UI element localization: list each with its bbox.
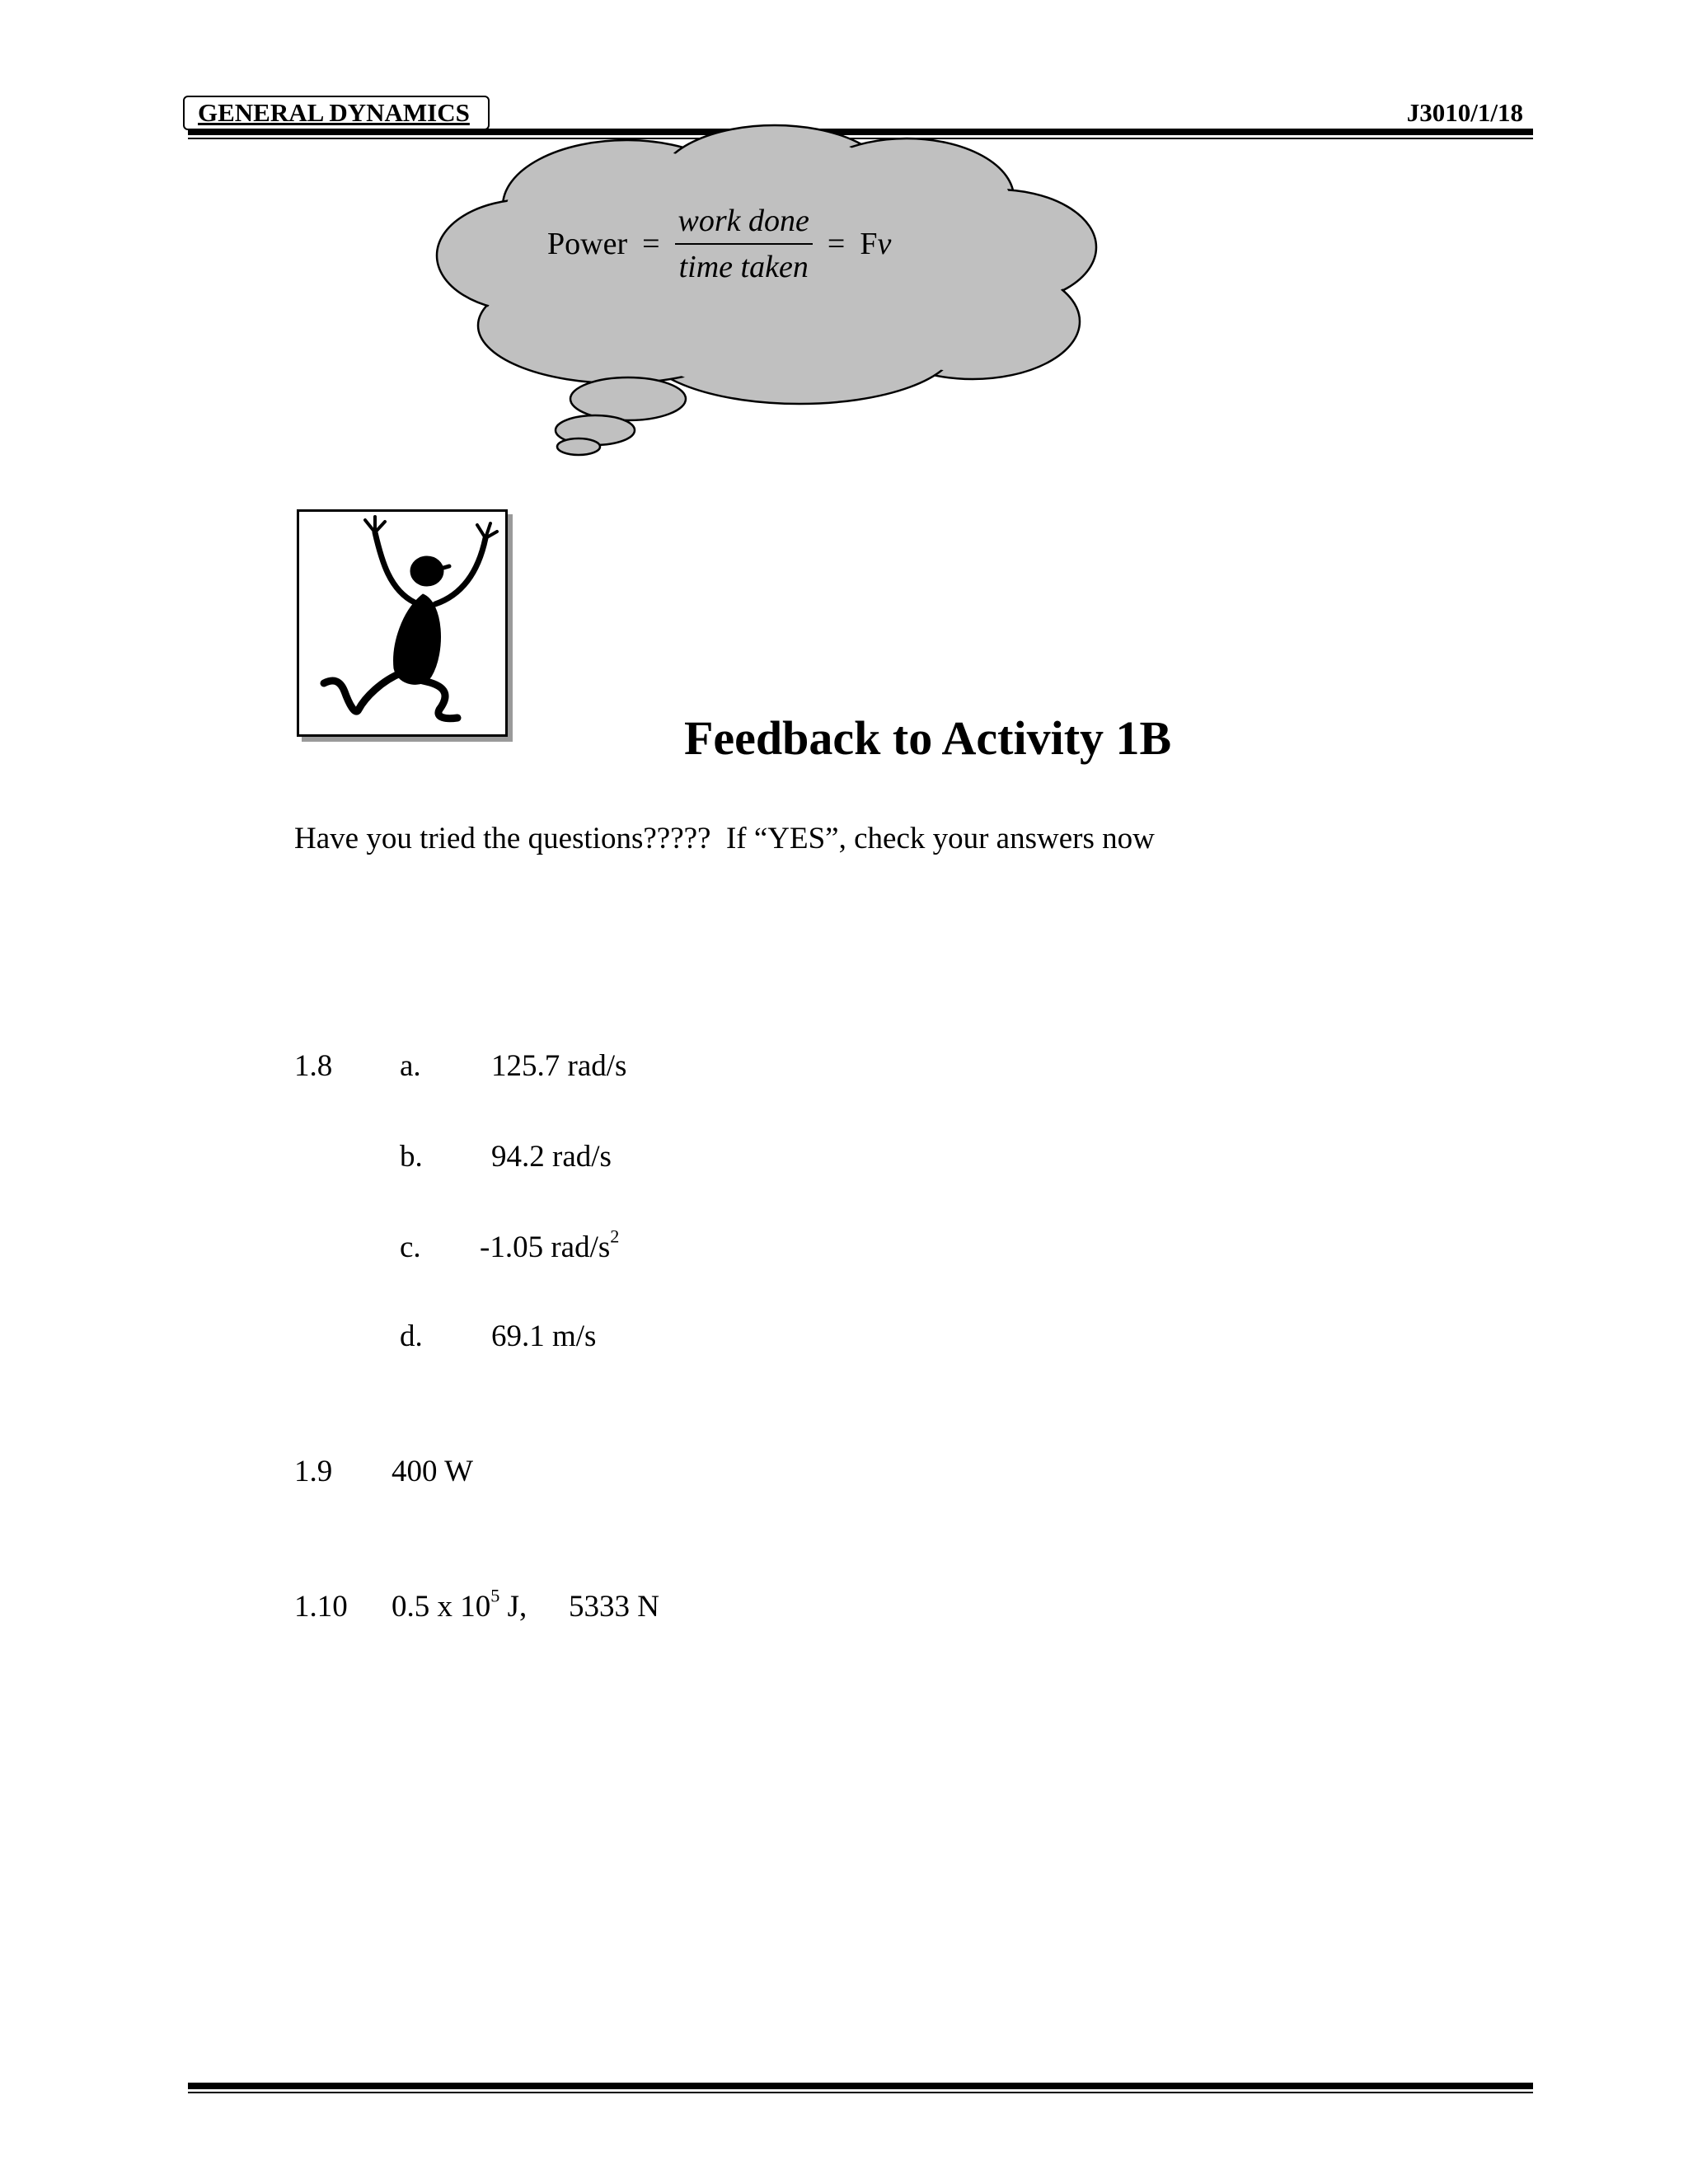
answer-1-10-force: 5333 N [569, 1590, 659, 1624]
answer-1-8-d-label: d. [400, 1319, 423, 1353]
dancing-figure-icon [299, 512, 505, 734]
answer-1-8-b-value: 94.2 rad/s [491, 1140, 612, 1174]
answer-1-9-value: 400 W [392, 1455, 474, 1488]
footer-rule-thin [188, 2092, 1533, 2093]
answer-1-10-energy-exponent: 5 [490, 1585, 500, 1606]
answer-1-8-d-value: 69.1 m/s [491, 1319, 597, 1353]
power-formula [547, 202, 891, 286]
answer-1-8-a-label: a. [400, 1049, 421, 1083]
formula-lhs: Power [547, 227, 628, 261]
answer-1-9-number: 1.9 [294, 1455, 333, 1488]
formula-equals-1: = [642, 227, 660, 261]
header-page-code: J3010/1/18 [1406, 98, 1523, 127]
answer-1-8-c-exponent: 2 [610, 1226, 620, 1247]
answer-1-8-b-label: b. [400, 1140, 423, 1174]
answer-1-10-energy-unit: J, [499, 1590, 528, 1624]
formula-denominator: time taken [678, 250, 809, 284]
intro-text: Have you tried the questions????? If “YES”, check your answers now [294, 822, 1155, 855]
formula-numerator: work done [678, 204, 809, 238]
formula-rhs-f: F [860, 227, 878, 261]
answer-1-10-energy-base: 0.5 x 10 [392, 1590, 491, 1624]
answer-1-10-energy [392, 1585, 528, 1624]
header-left-label: GENERAL DYNAMICS [183, 96, 490, 130]
answer-1-8-c-base: -1.05 rad/s [480, 1230, 611, 1264]
clipart-frame [297, 509, 508, 737]
thought-cloud-icon [412, 115, 1154, 462]
answer-1-8-a-value: 125.7 rad/s [491, 1049, 627, 1083]
answer-1-10-number: 1.10 [294, 1590, 348, 1624]
formula-rhs-v: v [877, 227, 892, 261]
formula-equals-2: = [827, 227, 846, 261]
answer-1-8-c-label: c. [400, 1230, 421, 1264]
fraction-bar [675, 243, 813, 245]
formula-fraction [675, 202, 813, 286]
footer-rule-thick [188, 2083, 1533, 2089]
page-title: Feedback to Activity 1B [684, 711, 1172, 765]
answer-1-8-c-value [480, 1226, 620, 1265]
formula-rhs [860, 226, 891, 262]
answer-1-8-number: 1.8 [294, 1049, 333, 1083]
